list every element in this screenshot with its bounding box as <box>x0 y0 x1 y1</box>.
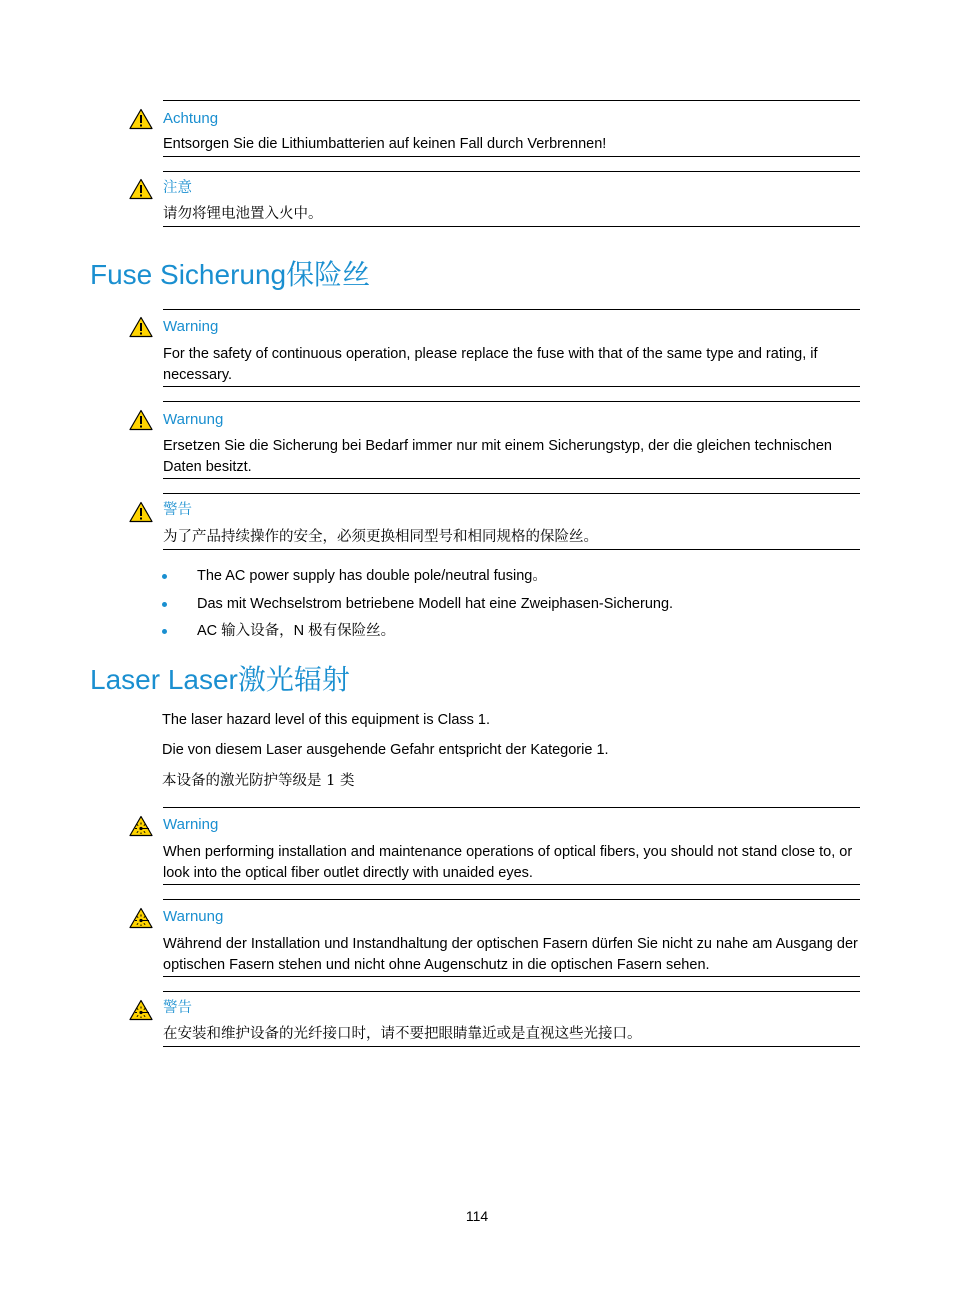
notice-body: When performing installation and maintenance operations of optical fibers, you should not stand close to, or look into the optical fiber outlet directly with unaided eyes. <box>163 844 853 881</box>
list-item: Das mit Wechselstrom betriebene Modell hat eine Zweiphasen-Sicherung. <box>160 594 673 622</box>
notice-label: Warning <box>163 816 219 833</box>
caution-triangle-icon <box>129 108 153 130</box>
fuse-bullet-list <box>160 566 673 649</box>
list-item: The AC power supply has double pole/neutral fusing。 <box>160 566 673 594</box>
notice-body: Während der Installation und Instandhaltung der optischen Fasern dürfen Sie nicht zu nahe am Ausgang der optischen Fasern stehen und nicht ohne Augenschutz in die optischen Fasern sehen. <box>163 936 858 973</box>
warning-notice-zh <box>129 493 860 550</box>
laser-warning-notice-de <box>129 899 860 977</box>
laser-warning-icon <box>129 815 153 837</box>
warning-triangle-icon <box>129 316 153 338</box>
caution-notice-de <box>129 100 860 157</box>
warning-triangle-icon <box>129 501 153 523</box>
laser-warning-notice-en <box>129 807 860 885</box>
laser-paragraph-en: The laser hazard level of this equipment is Class 1. <box>162 712 491 728</box>
page-number: 114 <box>465 1208 489 1224</box>
notice-label: 警告 <box>163 1000 192 1016</box>
section-heading-fuse: Fuse Sicherung保险丝 <box>90 259 371 290</box>
notice-label: 注意 <box>163 180 192 196</box>
caution-triangle-icon <box>129 178 153 200</box>
laser-paragraph-zh: 本设备的激光防护等级是 1 类 <box>162 773 355 789</box>
warning-notice-de <box>129 401 860 479</box>
laser-warning-notice-zh <box>129 991 860 1047</box>
notice-body: 在安装和维护设备的光纤接口时，请不要把眼睛靠近或是直视这些光接口。 <box>163 1026 642 1042</box>
notice-body: Ersetzen Sie die Sicherung bei Bedarf immer nur mit einem Sicherungstyp, der die gleichen technischen Daten besitzt. <box>163 438 832 475</box>
warning-notice-en <box>129 309 860 387</box>
laser-warning-icon <box>129 999 153 1021</box>
notice-label: Warnung <box>163 908 224 925</box>
notice-label: 警告 <box>163 502 192 518</box>
notice-label: Warnung <box>163 411 224 428</box>
laser-paragraph-de: Die von diesem Laser ausgehende Gefahr entspricht der Kategorie 1. <box>162 742 609 758</box>
notice-label: Warning <box>163 318 219 335</box>
list-item: AC 输入设备，N 极有保险丝。 <box>160 621 673 649</box>
caution-notice-zh <box>129 171 860 227</box>
section-heading-laser: Laser Laser激光辐射 <box>90 664 350 695</box>
notice-body: 请勿将锂电池置入火中。 <box>163 206 323 222</box>
notice-body: For the safety of continuous operation, please replace the fuse with that of the same type and rating, if necessary. <box>163 346 818 383</box>
warning-triangle-icon <box>129 409 153 431</box>
notice-body: 为了产品持续操作的安全，必须更换相同型号和相同规格的保险丝。 <box>163 529 598 545</box>
notice-label: Achtung <box>163 110 219 127</box>
laser-warning-icon <box>129 907 153 929</box>
notice-body: Entsorgen Sie die Lithiumbatterien auf keinen Fall durch Verbrennen! <box>163 136 607 152</box>
